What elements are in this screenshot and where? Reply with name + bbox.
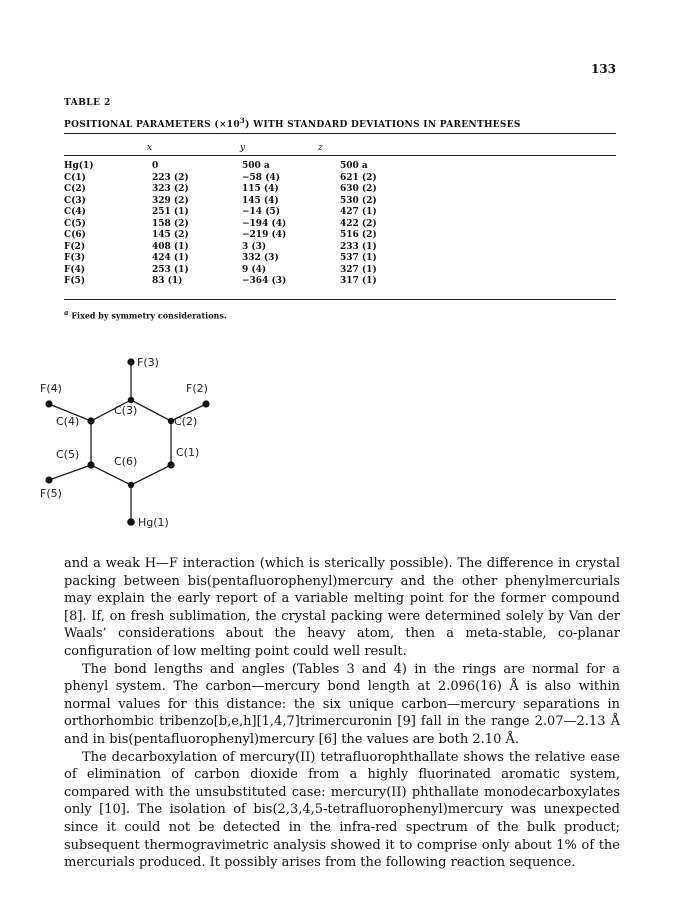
cell-atom: C(2) [64, 184, 86, 194]
cell-z: 327 (1) [340, 264, 377, 275]
cell-z: 530 (2) [340, 195, 377, 206]
table-row [64, 207, 430, 219]
cell-z: 621 (2) [340, 172, 377, 183]
atom-f2 [202, 400, 209, 407]
body-text [64, 555, 620, 872]
table-caption [64, 116, 521, 130]
cell-y: 3 (3) [242, 241, 267, 252]
cell-x: 253 (1) [152, 264, 189, 275]
label-hg1: Hg(1) [138, 516, 169, 529]
cell-y: 332 (3) [242, 253, 279, 263]
cell-atom: F(2) [64, 241, 86, 252]
cell-x: 223 (2) [152, 172, 189, 183]
cell-x: 323 (2) [152, 184, 189, 194]
cell-z: 233 (1) [340, 241, 377, 252]
table-row [64, 184, 430, 196]
table-row [64, 276, 430, 288]
atom-c4 [87, 417, 94, 424]
atom-c6 [128, 482, 134, 488]
paragraph: and a weak H—F interaction (which is sterically possible). The difference in crystal packing between bis(pentafluorophenyl)mercury and the other phenylmercurials may explain the early report of a variable melting point for the former compound [8]. If, on fresh sublimation, the crystal packing were determined solely by Van der Waals’ considerations about the heavy atom, then a meta-stable, co-planar configuration of low melting point could well result. [64, 556, 620, 659]
cell-x: 424 (1) [152, 253, 189, 263]
cell-x: 329 (2) [152, 195, 189, 206]
cell-atom: C(3) [64, 195, 86, 206]
atom-f3 [127, 358, 134, 365]
cell-y: 9 (4) [242, 264, 267, 275]
table-row [64, 265, 430, 277]
cell-y: −364 (3) [242, 276, 287, 286]
cell-x: 158 (2) [152, 218, 189, 229]
table-row [64, 242, 430, 254]
atom-c3 [128, 397, 134, 403]
cell-y: −194 (4) [242, 218, 287, 229]
label-c3: C(3) [114, 404, 138, 417]
col-header-x: x [147, 143, 153, 153]
cell-z: 500 a [340, 161, 368, 171]
cell-y: 115 (4) [242, 184, 279, 194]
cell-x: 251 (1) [152, 207, 189, 217]
atom-f5 [45, 476, 52, 483]
table-rule-top [64, 133, 616, 134]
table-row [64, 173, 430, 185]
bond-c5-c6 [91, 465, 131, 485]
cell-z: 422 (2) [340, 218, 377, 229]
label-c2: C(2) [174, 415, 198, 428]
label-f2: F(2) [186, 382, 208, 395]
caption-sup: 3 [239, 116, 246, 125]
cell-atom: C(6) [64, 230, 86, 240]
page-number: 133 [590, 62, 616, 76]
cell-atom: F(4) [64, 264, 86, 275]
cell-z: 516 (2) [340, 230, 377, 240]
label-f4: F(4) [40, 382, 62, 395]
cell-atom: C(5) [64, 218, 86, 229]
paragraph: The decarboxylation of mercury(II) tetrafluorophthallate shows the relative ease of elimination of carbon dioxide from a highly fluorinated aromatic system, compared with the unsubstituted case: mercury(II) phthallate monodecarboxylates only [10]. The isolation of bis(2,3,4,5-tetrafluorophenyl)mercury was unexpected since it could not be detected in the infra-red spectrum of the bulk product; subsequent thermogravimetric analysis showed it to comprise only about 1% of the mercurials produced. It possibly arises from the following reaction sequence. [64, 749, 620, 871]
positional-parameters-table [64, 161, 430, 288]
bond-c5-f5 [49, 465, 91, 480]
caption-before: POSITIONAL PARAMETERS (×10 [64, 120, 240, 130]
cell-x: 408 (1) [152, 241, 189, 252]
cell-x: 0 [152, 161, 159, 171]
table-rule-bottom [64, 299, 616, 300]
cell-atom: C(4) [64, 207, 86, 217]
cell-z: 427 (1) [340, 207, 377, 217]
col-header-y: y [240, 143, 246, 153]
label-f5: F(5) [40, 487, 62, 500]
atom-hg1 [127, 518, 135, 526]
cell-y: −58 (4) [242, 172, 280, 183]
table-row [64, 196, 430, 208]
cell-atom: F(5) [64, 276, 86, 286]
cell-z: 537 (1) [340, 253, 377, 263]
cell-y: −14 (5) [242, 207, 280, 217]
label-c5: C(5) [56, 448, 80, 461]
col-header-z: z [318, 143, 323, 153]
footnote-mark: a [64, 308, 69, 317]
cell-x: 83 (1) [152, 276, 183, 286]
cell-atom: C(1) [64, 172, 86, 183]
cell-y: 500 a [242, 161, 270, 171]
label-c6: C(6) [114, 455, 138, 468]
label-f3: F(3) [137, 356, 159, 369]
table-row [64, 230, 430, 242]
table-footnote [64, 308, 227, 321]
label-c4: C(4) [56, 415, 80, 428]
cell-z: 317 (1) [340, 276, 377, 286]
table-rule-mid [64, 155, 616, 156]
table-row [64, 161, 430, 173]
cell-y: 145 (4) [242, 195, 279, 206]
cell-atom: F(3) [64, 253, 86, 263]
bond-c1-c6 [131, 465, 171, 485]
table-row [64, 253, 430, 265]
molecular-structure-diagram [40, 352, 240, 542]
table-row [64, 219, 430, 231]
label-c1: C(1) [176, 446, 200, 459]
atom-f4 [45, 400, 52, 407]
paragraph: The bond lengths and angles (Tables 3 and 4) in the rings are normal for a phenyl system. The carbon—mercury bond length at 2.096(16) Å is also within normal values for this distance: the six unique carbon—mercury separations in orthorhombic tribenzo[b,e,h][1,4,7]trimercuronin [9] fall in the range 2.07—2.13 Å and in bis(pentafluorophenyl)mercury [6] the values are both 2.10 Å. [64, 661, 620, 747]
caption-after: ) WITH STANDARD DEVIATIONS IN PARENTHESES [245, 120, 521, 130]
cell-atom: Hg(1) [64, 161, 94, 171]
cell-y: −219 (4) [242, 230, 287, 240]
atom-c5 [87, 461, 94, 468]
cell-x: 145 (2) [152, 230, 189, 240]
footnote-text: Fixed by symmetry considerations. [68, 310, 227, 321]
atom-c1 [167, 461, 174, 468]
cell-z: 630 (2) [340, 184, 377, 194]
table-label: TABLE 2 [64, 98, 111, 108]
